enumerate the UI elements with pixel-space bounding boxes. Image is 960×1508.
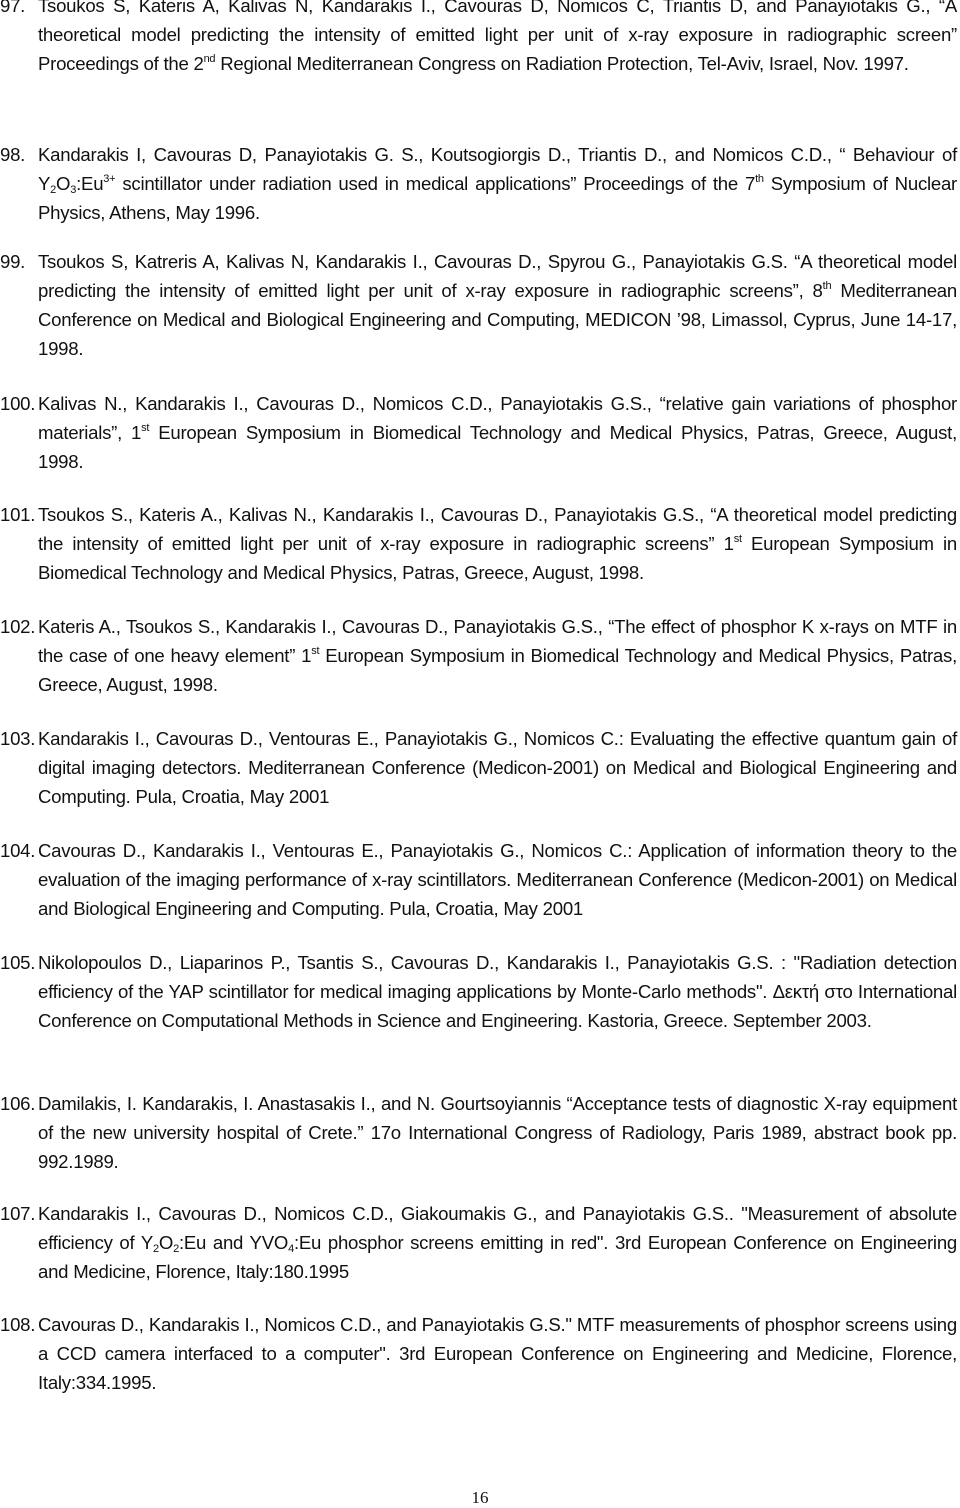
reference-entry (0, 500, 957, 587)
reference-text (38, 612, 957, 699)
reference-text (38, 1310, 957, 1397)
superscript: st (141, 422, 150, 434)
reference-entry (0, 724, 957, 811)
text-fragment: Kandarakis I., Cavouras D., Ventouras E., Panayiotakis G., Nomicos C.: Evaluating the effective quantum gain of digital imaging detectors. Mediterranean Conference (Medicon-2001) on Medical and Biological Engineering and Computing. Pula, Croatia, May 2001 (38, 728, 957, 807)
reference-entry (0, 0, 957, 78)
reference-entry (0, 836, 957, 923)
text-fragment: Mediterranean Conference on Medical and Biological Engineering and Computing, MEDICON ’98, Limassol, Cyprus, June 14-17, 1998. (38, 280, 957, 359)
superscript: th (822, 280, 832, 292)
superscript: nd (203, 53, 216, 65)
reference-entry (0, 1089, 957, 1176)
subscript: 3 (70, 184, 77, 196)
subscript: 2 (50, 184, 57, 196)
reference-number: 99. (0, 251, 26, 272)
text-fragment: scintillator under radiation used in medical applications” Proceedings of the 7 (115, 173, 756, 194)
reference-text (38, 1199, 957, 1286)
text-fragment: :Eu (76, 173, 104, 194)
reference-entry (0, 1310, 957, 1397)
text-fragment: Kandarakis I, Cavouras D, Panayiotakis G. S., Koutsogiorgis D., Triantis D., and Nomicos C.D., “ Behaviour of Y (38, 144, 957, 194)
reference-number: 103. (0, 728, 36, 749)
reference-text (38, 1089, 957, 1176)
reference-entry (0, 948, 957, 1035)
text-fragment: European Symposium in Biomedical Technology and Medical Physics, Patras, Greece, August, 1998. (38, 422, 958, 472)
text-fragment: Cavouras D., Kandarakis I., Nomicos C.D., and Panayiotakis G.S." MTF measurements of phosphor screens using a CCD camera interfaced to a computer". 3rd European Conference on Engineering and Medicine, Florence, Italy:334.1995. (38, 1314, 957, 1393)
reference-number: 108. (0, 1314, 36, 1335)
reference-text (38, 724, 957, 811)
text-fragment: Kalivas N., Kandarakis I., Cavouras D., Nomicos C.D., Panayiotakis G.S., “relative gain variations of phosphor materials”, 1 (38, 393, 957, 443)
reference-number: 97. (0, 0, 26, 16)
reference-entry (0, 1199, 957, 1286)
text-fragment: Regional Mediterranean Congress on Radiation Protection, Tel-Aviv, Israel, Nov. 1997. (215, 53, 909, 74)
text-fragment: Nikolopoulos D., Liaparinos P., Tsantis S., Cavouras D., Kandarakis I., Panayiotakis G.S. : "Radiation detection efficiency of the YAP scintillator for medical imaging applications by Monte-Carlo methods". Δεκτή στο International Conference on Computational Methods in Science and Engineering. Kastoria, Greece. September 2003. (38, 952, 957, 1031)
text-fragment: O (158, 1232, 174, 1253)
reference-entry (0, 389, 957, 476)
subscript: 4 (288, 1243, 294, 1255)
text-fragment: Damilakis, I. Kandarakis, I. Anastasakis I., and N. Gourtsoyiannis “Acceptance tests of diagnostic X-ray equipment of the new university hospital of Crete.” 17o International Congress of Radiology, Paris 1989, abstract book pp. 992.1989. (38, 1093, 957, 1172)
reference-text (38, 247, 957, 363)
superscript: 3+ (103, 173, 116, 185)
text-fragment: Kateris A., Tsoukos S., Kandarakis I., Cavouras D., Panayiotakis G.S., “The effect of phosphor K x-rays on MTF in the case of one heavy element” 1 (38, 616, 957, 666)
text-fragment: Tsoukos S, Kateris A, Kalivas N, Kandarakis I., Cavouras D, Nomicos C, Triantis D, and Panayiotakis G., “A theoretical model predicting the intensity of emitted light per unit of x-ray exposure in radiographic screen” Proceedings of the 2 (38, 0, 957, 74)
reference-text (38, 948, 957, 1035)
reference-number: 104. (0, 840, 36, 861)
reference-text (38, 0, 957, 78)
reference-number: 98. (0, 144, 26, 165)
reference-number: 107. (0, 1203, 36, 1224)
subscript: 2 (173, 1243, 179, 1255)
reference-number: 100. (0, 393, 36, 414)
text-fragment: Symposium of Nuclear Physics, Athens, May 1996. (38, 173, 958, 223)
reference-text (38, 389, 957, 476)
reference-number: 101. (0, 504, 36, 525)
text-fragment: :Eu phosphor screens emitting in red". 3rd European Conference on Engineering and Medicine, Florence, Italy:180.1995 (38, 1232, 957, 1282)
text-fragment: :Eu and YVO (178, 1232, 289, 1253)
text-fragment: European Symposium in Biomedical Technology and Medical Physics, Patras, Greece, August, 1998. (38, 533, 957, 583)
text-fragment: Cavouras D., Kandarakis I., Ventouras E., Panayiotakis G., Nomicos C.: Application of information theory to the evaluation of the imaging performance of x-ray scintillators. Mediterranean Conference (Medicon-2001) on Medical and Biological Engineering and Computing. Pula, Croatia, May 2001 (38, 840, 957, 919)
reference-number: 106. (0, 1093, 36, 1114)
reference-text (38, 836, 957, 923)
reference-text (38, 140, 957, 227)
text-fragment: O (56, 173, 71, 194)
reference-number: 105. (0, 952, 36, 973)
page-number: 16 (471, 1488, 489, 1507)
text-fragment: European Symposium in Biomedical Technology and Medical Physics, Patras, Greece, August, 1998. (38, 645, 957, 695)
superscript: st (733, 533, 742, 545)
reference-entry (0, 247, 957, 363)
text-fragment: Kandarakis I., Cavouras D., Nomicos C.D., Giakoumakis G., and Panayiotakis G.S.. "Measurement of absolute efficiency of Y (38, 1203, 957, 1253)
reference-text (38, 500, 957, 587)
reference-entry (0, 140, 957, 227)
text-fragment: Tsoukos S, Katreris A, Kalivas N, Kandarakis I., Cavouras D., Spyrou G., Panayiotakis G.S. “A theoretical model predicting the intensity of emitted light per unit of x-ray exposure in radiographic screens”, 8 (38, 251, 957, 301)
reference-entry (0, 612, 957, 699)
superscript: th (755, 173, 764, 185)
text-fragment: Tsoukos S., Kateris A., Kalivas N., Kandarakis I., Cavouras D., Panayiotakis G.S., “A theoretical model predicting the intensity of emitted light per unit of x-ray exposure in radiographic screens” 1 (38, 504, 957, 554)
reference-number: 102. (0, 616, 36, 637)
superscript: st (311, 645, 320, 657)
subscript: 2 (153, 1243, 159, 1255)
